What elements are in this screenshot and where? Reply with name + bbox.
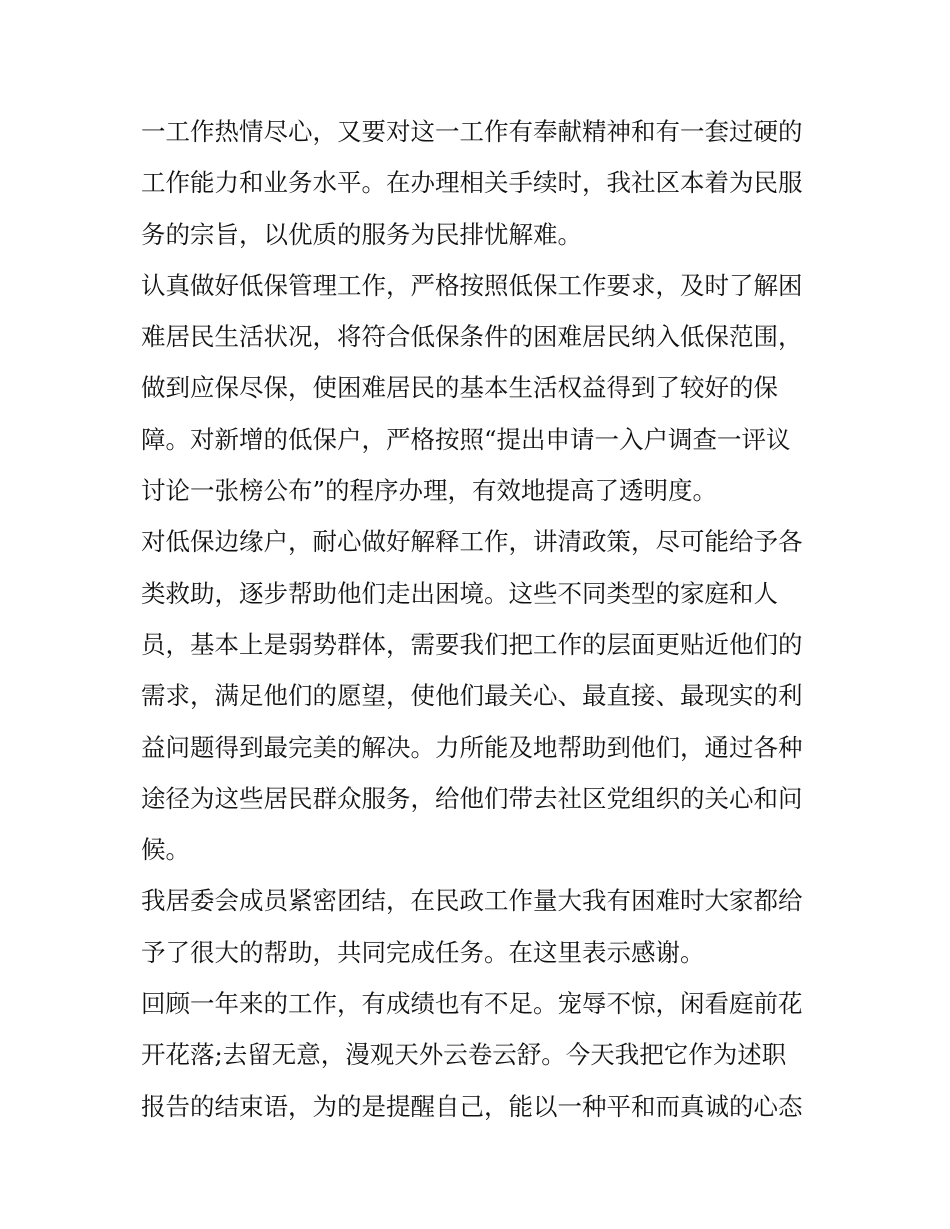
text-line: 回顾一年来的工作，有成绩也有不足。宠辱不惊，闲看庭前花	[141, 989, 803, 1019]
text-line: 我居委会成员紧密团结，在民政工作量大我有困难时大家都给	[141, 886, 803, 916]
text-line: 予了很大的帮助，共同完成任务。在这里表示感谢。	[141, 937, 705, 967]
text-line: 益问题得到最完美的解决。力所能及地帮助到他们，通过各种	[141, 732, 803, 762]
text-line: 员，基本上是弱势群体，需要我们把工作的层面更贴近他们的	[141, 629, 803, 659]
text-line: 开花落;去留无意，漫观天外云卷云舒。今天我把它作为述职	[141, 1040, 787, 1070]
text-line: 对低保边缘户，耐心做好解释工作，讲清政策，尽可能给予各	[141, 527, 803, 557]
text-line: 务的宗旨，以优质的服务为民排忧解难。	[141, 219, 582, 249]
text-line: 途径为这些居民群众服务，给他们带去社区党组织的关心和问	[141, 783, 803, 813]
text-line: 一工作热情尽心，又要对这一工作有奉献精神和有一套过硬的	[141, 117, 803, 146]
text-line: 障。对新增的低保户，严格按照“提出申请一入户调查一评议	[141, 424, 791, 454]
text-line: 难居民生活状况，将符合低保条件的困难居民纳入低保范围，	[141, 322, 803, 352]
text-line: 讨论一张榜公布”的程序办理，有效地提高了透明度。	[141, 476, 718, 506]
text-line: 做到应保尽保，使困难居民的基本生活权益得到了较好的保	[141, 373, 778, 403]
text-line: 需求，满足他们的愿望，使他们最关心、最直接、最现实的利	[141, 681, 803, 711]
text-line: 工作能力和业务水平。在办理相关手续时，我社区本着为民服	[141, 168, 803, 198]
text-line: 类救助，逐步帮助他们走出困境。这些不同类型的家庭和人	[141, 578, 778, 608]
text-line: 认真做好低保管理工作，严格按照低保工作要求，及时了解困	[141, 270, 803, 300]
document-body	[141, 106, 813, 1132]
text-line: 候。	[141, 835, 190, 865]
text-line: 报告的结束语，为的是提醒自己，能以一种平和而真诚的心态	[141, 1091, 803, 1121]
